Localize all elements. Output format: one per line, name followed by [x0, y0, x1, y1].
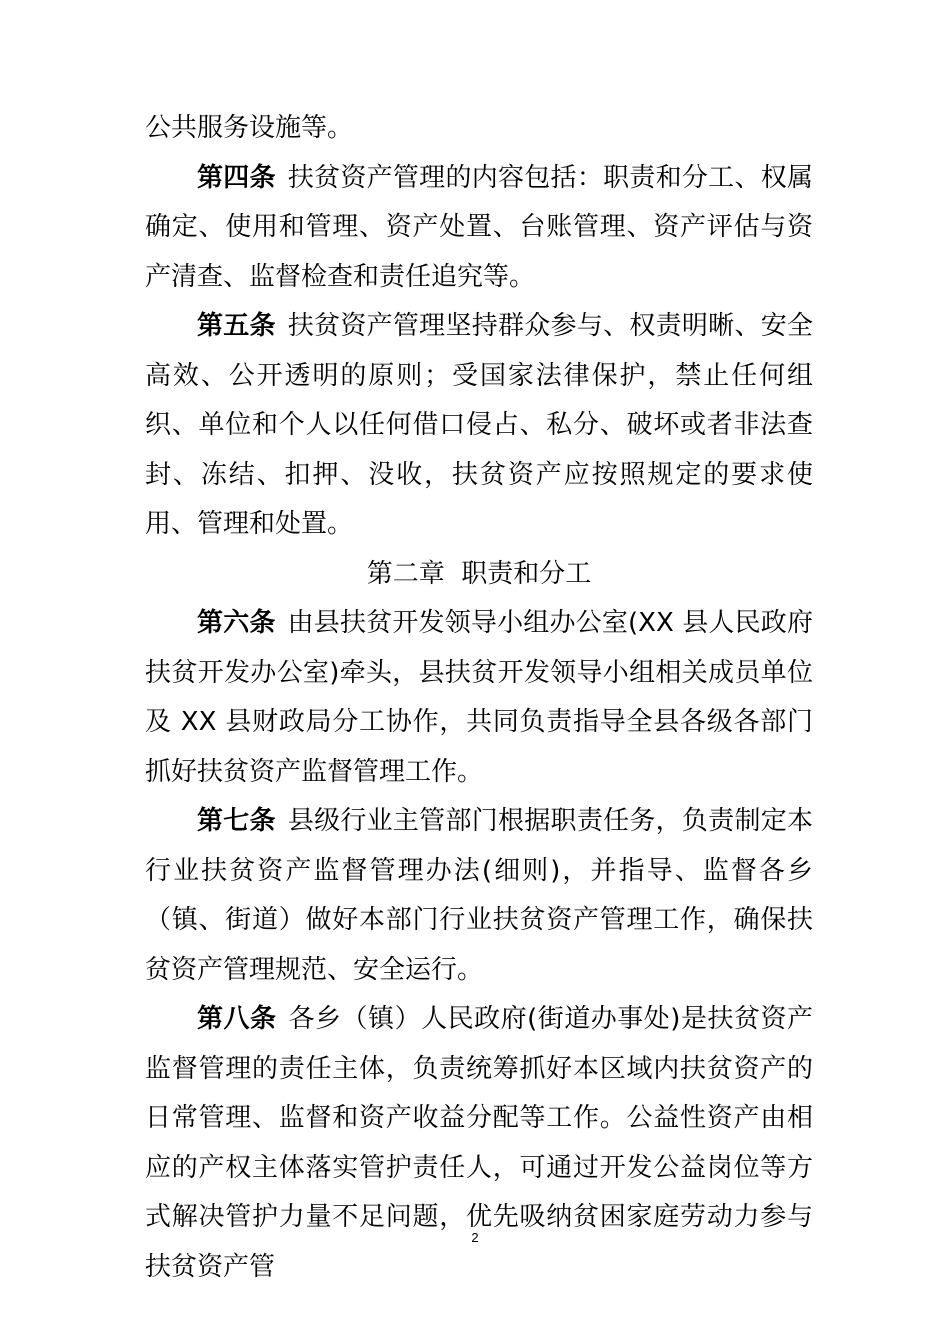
- page-number: 2: [471, 1230, 479, 1245]
- article-number: 第七条: [197, 806, 276, 836]
- chapter-heading: [145, 550, 813, 600]
- article-text: 由县扶贫开发领导小组办公室(XX 县人民政府扶贫开发办公室)牵头，县扶贫开发领导小组相关成员单位及 XX 县财政局分工协作，共同负责指导全县各级各部门抓好扶贫资产监督管理工作。: [145, 608, 813, 787]
- paragraph-text: 公共服务设施等。: [145, 113, 354, 143]
- article-number: 第五条: [197, 311, 276, 341]
- article-6: [145, 599, 813, 797]
- document-body: [145, 104, 813, 1292]
- article-number: 第六条: [197, 608, 276, 638]
- chapter-title: 第二章 职责和分工: [366, 558, 592, 589]
- article-number: 第四条: [197, 162, 276, 193]
- article-text: 扶贫资产管理的内容包括：职责和分工、权属确定、使用和管理、资产处置、台账管理、资产评估与资产清查、监督检查和责任追究等。: [145, 162, 813, 292]
- article-text: 扶贫资产管理坚持群众参与、权责明晰、安全高效、公开透明的原则；受国家法律保护，禁止任何组织、单位和个人以任何借口侵占、私分、破坏或者非法查封、冻结、扣押、没收，扶贫资产应按照规定的要求使用、管理和处置。: [145, 311, 813, 539]
- article-4: [145, 154, 813, 303]
- article-7: [145, 797, 813, 995]
- article-text: 各乡（镇）人民政府(街道办事处)是扶贫资产监督管理的责任主体，负责统筹抓好本区域内扶贫资产的日常管理、监督和资产收益分配等工作。公益性资产由相应的产权主体落实管护责任人，可通过开发公益岗位等方式解决管护力量不足问题，优先吸纳贫困家庭劳动力参与扶贫资产管: [145, 1004, 813, 1282]
- article-text: 县级行业主管部门根据职责任务，负责制定本行业扶贫资产监督管理办法(细则)，并指导、监督各乡（镇、街道）做好本部门行业扶贫资产管理工作，确保扶贫资产管理规范、安全运行。: [145, 806, 813, 985]
- paragraph-continuation: [145, 104, 813, 154]
- article-number: 第八条: [197, 1004, 277, 1034]
- article-5: [145, 302, 813, 550]
- article-8: [145, 995, 813, 1292]
